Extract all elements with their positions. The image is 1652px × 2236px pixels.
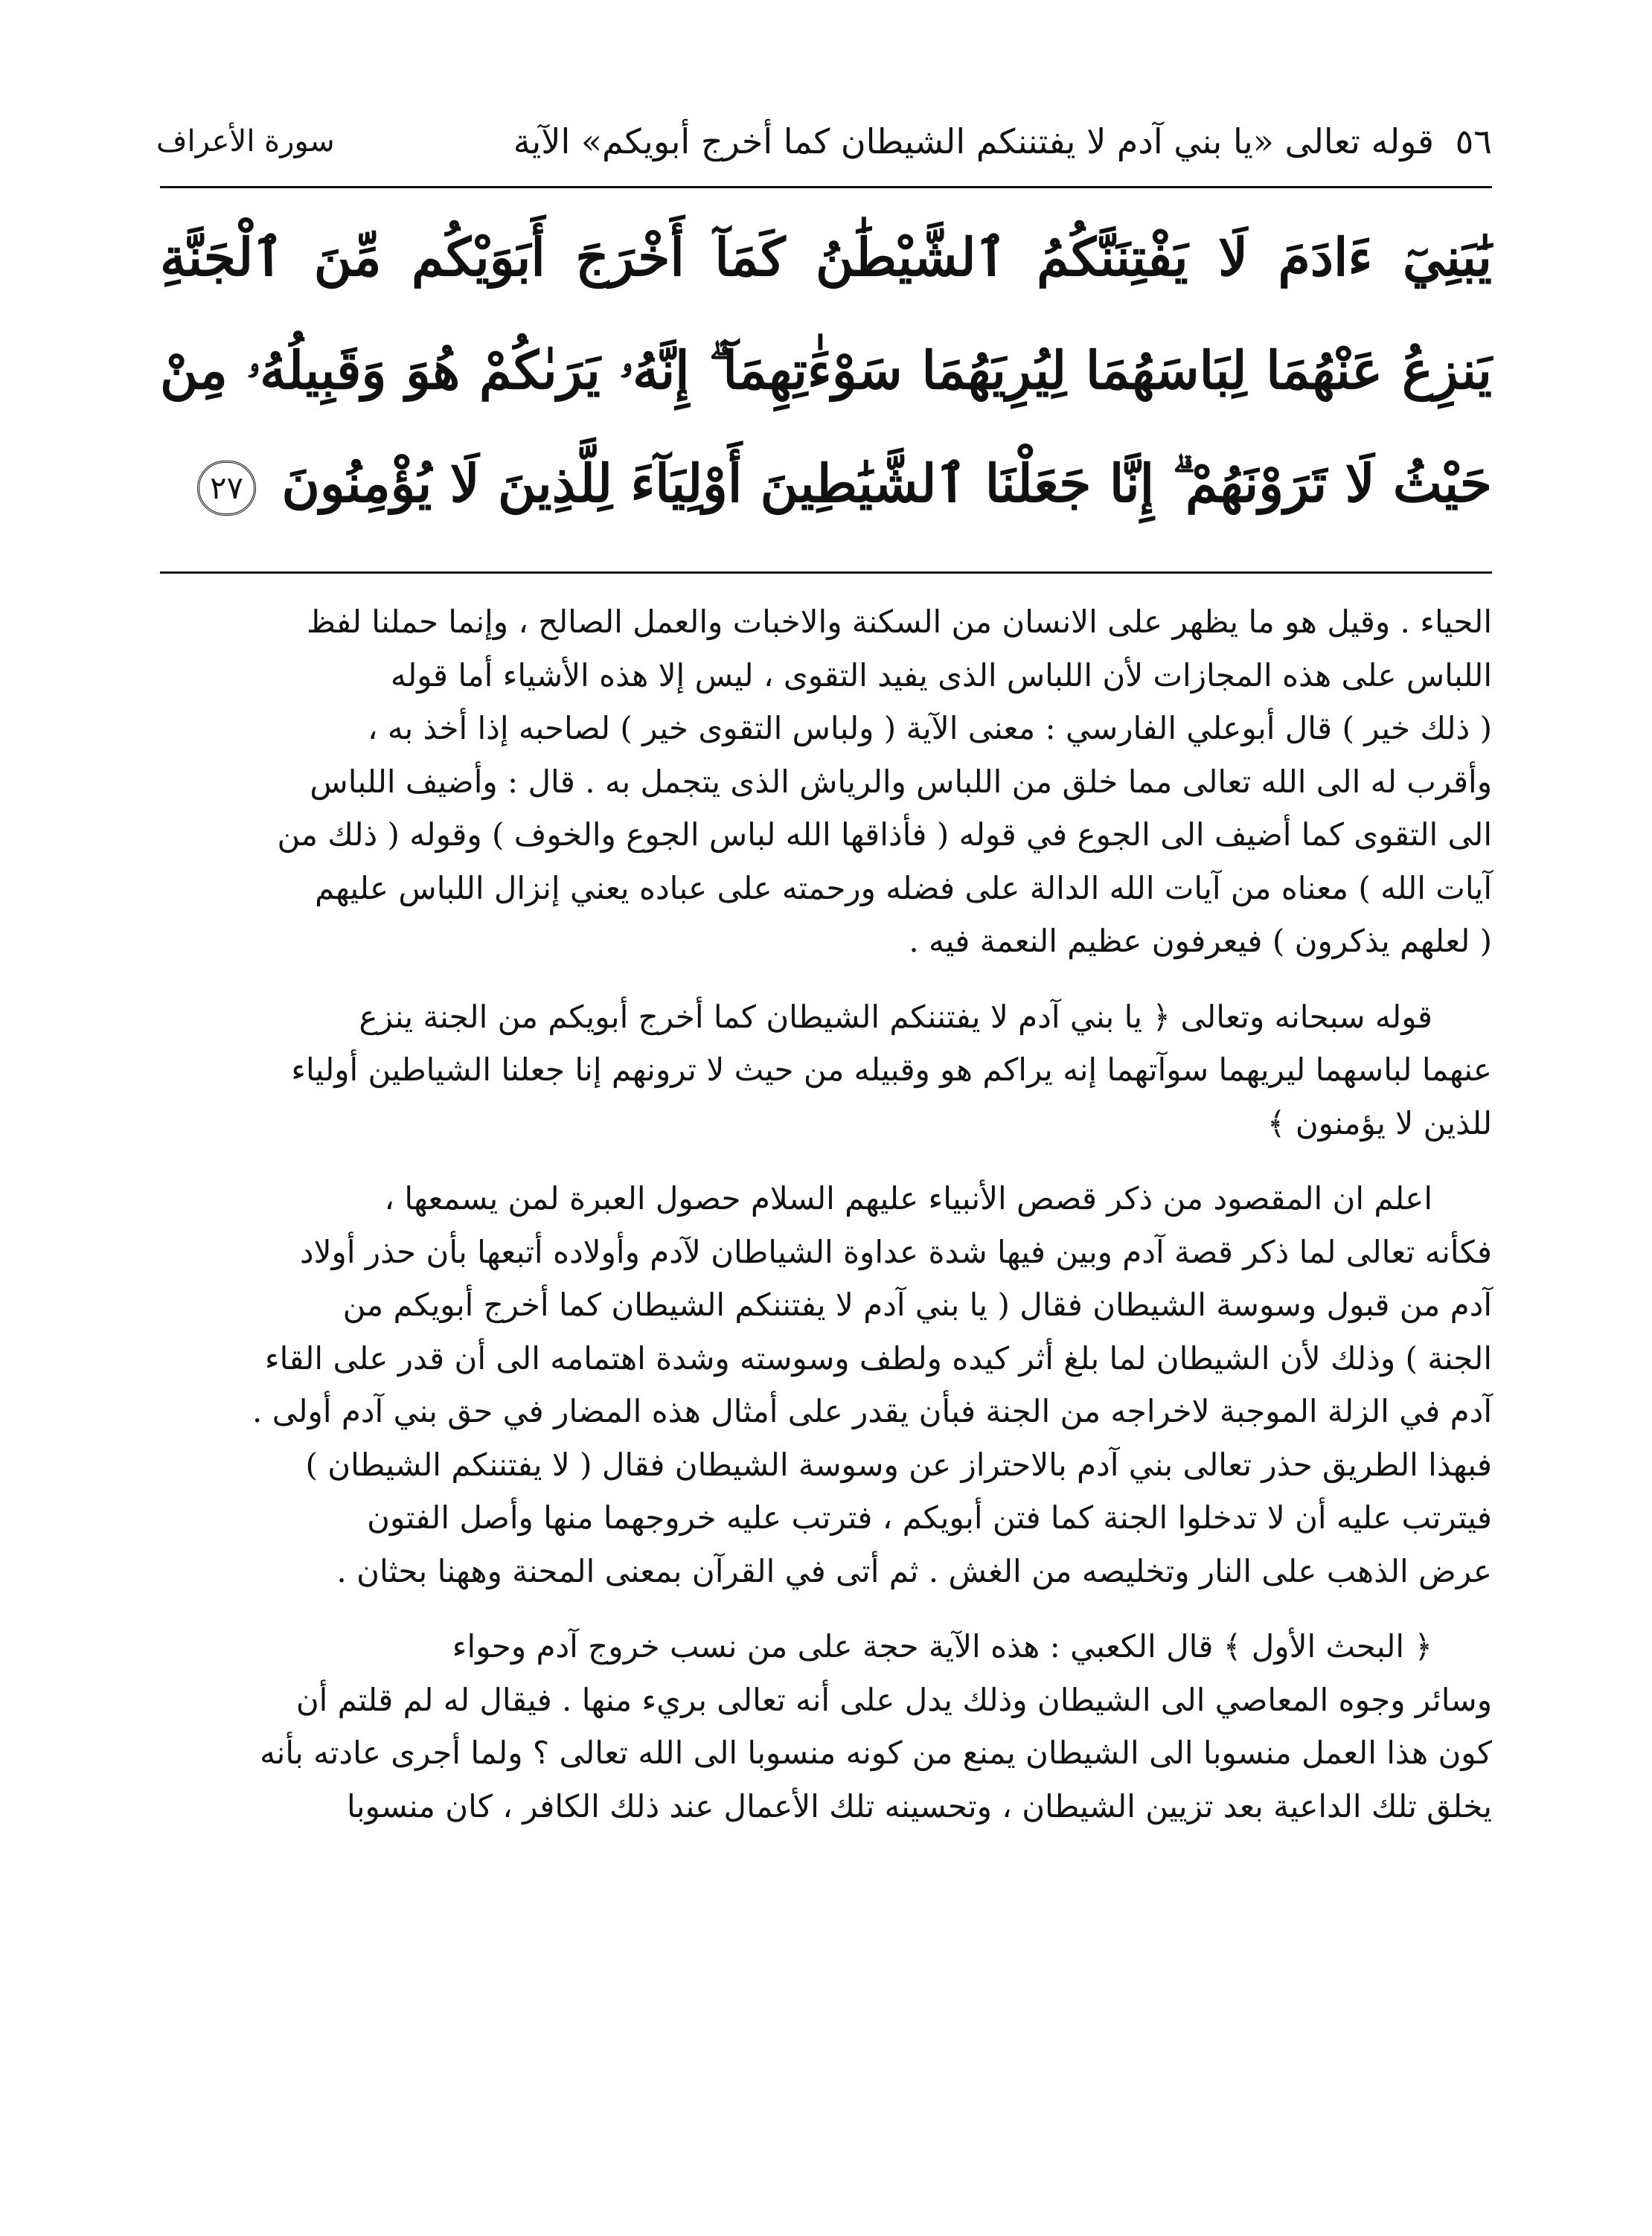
text-line: للذين لا يؤمنون ﴾ bbox=[1267, 1104, 1492, 1141]
paragraph-1 bbox=[156, 595, 1492, 968]
text-line: آيات الله ) معناه من آيات الله الدالة على فضله ورحمته على عباده يعني إنزال اللباس عليهم bbox=[315, 869, 1492, 906]
text-line: وسائر وجوه المعاصي الى الشيطان وذلك يدل على أنه تعالى بريء منها . فيقال له لم قلتم أن bbox=[295, 1681, 1492, 1718]
text-line: الجنة ) وذلك لأن الشيطان لما بلغ أثر كيده ولطف وسوسته وشدة اهتمامه الى أن قدر على القاء bbox=[264, 1339, 1492, 1377]
text-line: الحياء . وقيل هو ما يظهر على الانسان من السكنة والاخبات والعمل الصالح ، وإنما حملنا لفظ bbox=[307, 603, 1492, 640]
text-line: آدم من قبول وسوسة الشيطان فقال ( يا بني آدم لا يفتننكم الشيطان كما أخرج أبويكم من bbox=[342, 1287, 1492, 1323]
text-line: اعلم ان المقصود من ذكر قصص الأنبياء عليهم السلام حصول العبرة لمن يسمعها ، bbox=[384, 1180, 1432, 1217]
text-line: وأقرب له الى الله تعالى مما خلق من اللباس والرياش الذى يتجمل به . قال : وأضيف اللباس bbox=[310, 763, 1492, 800]
page-header bbox=[156, 112, 1492, 171]
paragraph-4 bbox=[156, 1620, 1492, 1833]
text-line: عرض الذهب على النار وتخليصه من الغش . ثم أتى في القرآن بمعنى المحنة وههنا بحثان . bbox=[336, 1552, 1492, 1589]
text-line: آدم في الزلة الموجبة لاخراجه من الجنة فبأن يقدر على أمثال هذه المضار في حق بني آدم أولى . bbox=[252, 1393, 1492, 1429]
header-rule bbox=[160, 186, 1492, 188]
verse-rule bbox=[160, 571, 1492, 574]
commentary-body bbox=[156, 595, 1492, 1833]
text-line: ﴿ البحث الأول ﴾ قال الكعبي : هذه الآية حجة على من نسب خروج آدم وحواء bbox=[452, 1628, 1432, 1665]
surah-name: سورة الأعراف bbox=[156, 124, 335, 158]
text-line: عنهما لباسهما ليريهما سوآتهما إنه يراكم هو وقبيله من حيث لا ترونهم إنا جعلنا الشياطين أولياء bbox=[291, 1051, 1492, 1088]
text-line: يخلق تلك الداعية بعد تزيين الشيطان ، وتحسينه تلك الأعمال عند ذلك الكافر ، كان منسوبا bbox=[347, 1787, 1492, 1825]
running-title: قوله تعالى «يا بني آدم لا يفتننكم الشيطان كما أخرج أبويكم» الآية bbox=[513, 121, 1434, 161]
paragraph-2 bbox=[156, 990, 1492, 1150]
text-line: فيترتب عليه أن لا تدخلوا الجنة كما فتن أبويكم ، فترتب عليه خروجهما منها وأصل الفتون bbox=[367, 1499, 1492, 1536]
text-line: اللباس على هذه المجازات لأن اللباس الذى يفيد التقوى ، ليس إلا هذه الأشياء أما قوله bbox=[390, 656, 1492, 693]
text-line: قوله سبحانه وتعالى ﴿ يا بني آدم لا يفتننكم الشيطان كما أخرج أبويكم من الجنة ينزع bbox=[359, 998, 1432, 1035]
text-line: ( لعلهم يذكرون ) فيعرفون عظيم النعمة فيه . bbox=[909, 923, 1492, 959]
quran-verse bbox=[160, 201, 1492, 558]
page-number: ٥٦ bbox=[1455, 121, 1492, 161]
verse-text: يَٰبَنِيٓ ءَادَمَ لَا يَفْتِنَنَّكُمُ ٱلشَّيْطَٰنُ كَمَآ أَخْرَجَ أَبَوَيْكُم مِّنَ ٱلْجَنَّةِ يَنزِعُ عَنْهُمَا لِبَاسَهُمَا لِيُرِيَهُمَا سَوْءَٰتِهِمَآ ۗ إِنَّهُۥ يَرَىٰكُمْ هُوَ وَقَبِيلُهُۥ مِنْ حَيْثُ لَا تَرَوْنَهُمْ ۗ إِنَّا جَعَلْنَا ٱلشَّيَٰطِينَ أَوْلِيَآءَ لِلَّذِينَ لَا يُؤْمِنُونَ bbox=[160, 226, 1492, 514]
text-line: فكأنه تعالى لما ذكر قصة آدم وبين فيها شدة عداوة الشياطان لآدم وأولاده أتبعها بأن حذر أولاد bbox=[299, 1233, 1492, 1270]
paragraph-3 bbox=[156, 1172, 1492, 1598]
text-line: الى التقوى كما أضيف الى الجوع في قوله ( فأذاقها الله لباس الجوع والخوف ) وقوله ( ذلك من bbox=[277, 816, 1492, 853]
text-line: كون هذا العمل منسوبا الى الشيطان يمنع من كونه منسوبا الى الله تعالى ؟ ولما أجرى عادته بأنه bbox=[260, 1734, 1492, 1771]
text-line: ( ذلك خير ) قال أبوعلي الفارسي : معنى الآية ( ولباس التقوى خير ) لصاحبه إذا أخذ به ، bbox=[368, 710, 1492, 746]
text-line: فبهذا الطريق حذر تعالى بني آدم بالاحتراز عن وسوسة الشيطان فقال ( لا يفتننكم الشيطان ) bbox=[305, 1446, 1492, 1483]
ayah-number-marker: ٢٧ bbox=[197, 461, 256, 516]
